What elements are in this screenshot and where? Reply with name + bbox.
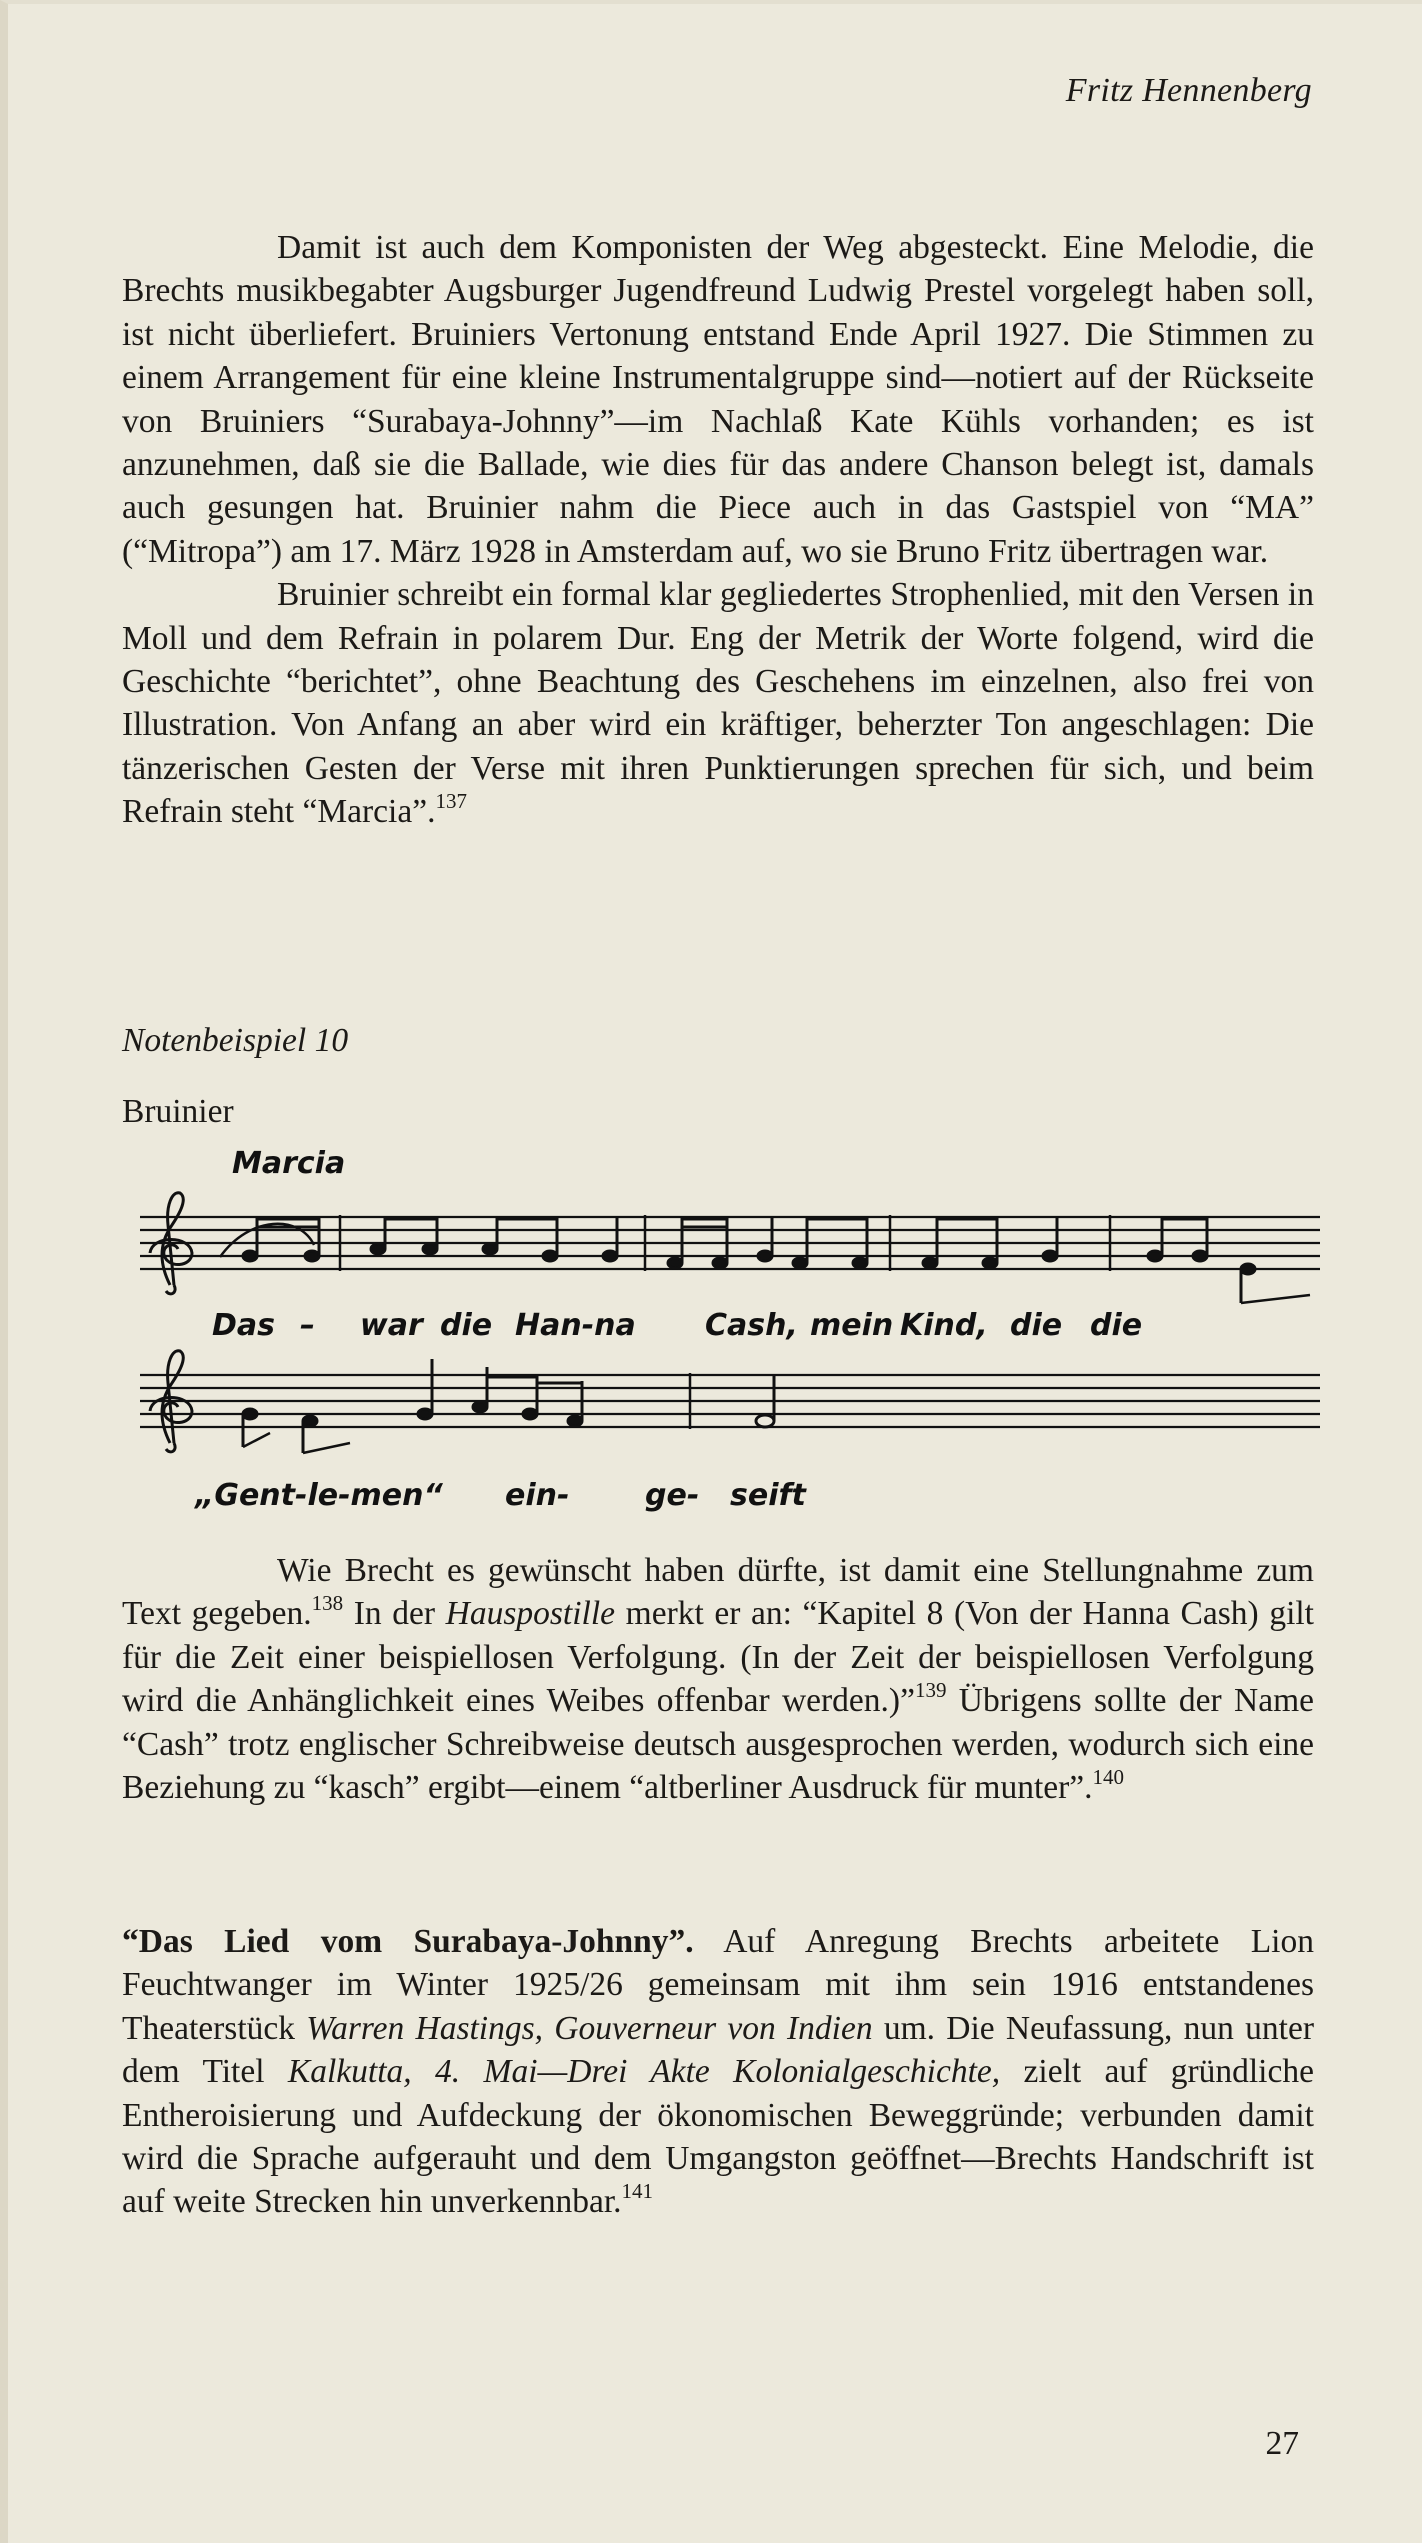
footnote-ref-140: 140 <box>1092 1765 1125 1790</box>
lyrics-line-1 <box>212 1308 1142 1343</box>
running-head: Fritz Hennenberg <box>1065 72 1312 109</box>
text-block-upper <box>122 226 1314 834</box>
lyric-syllable: die <box>1010 1308 1063 1343</box>
footnote-ref-138: 138 <box>311 1591 344 1616</box>
lyric-syllable: ge- <box>645 1478 700 1513</box>
paragraph-3-text: Übrigens sollte der Name “Cash” trotz englischer Schreibweise deutsch ausgesprochen werden, wodurch sich eine Beziehung zu “kasch” ergibt—einem “altberliner Ausdruck für munter”. <box>122 1682 1315 1807</box>
paragraph-4 <box>122 1920 1314 2224</box>
paragraph-2 <box>122 573 1314 833</box>
notes-staff-1 <box>220 1215 1310 1303</box>
paragraph-3-text: Wie Brecht es gewünscht haben dürfte, ist damit eine Stellungnahme zum Text gegeben. <box>122 1552 1314 1633</box>
lyric-syllable: ein- <box>505 1478 570 1513</box>
lyric-syllable: mein <box>810 1308 894 1343</box>
lyrics-line-2 <box>193 1478 808 1513</box>
lyric-syllable: Cash, <box>705 1308 798 1343</box>
music-example <box>100 1135 1330 1535</box>
footnote-ref-137: 137 <box>435 789 467 814</box>
book-title: Hauspostille <box>445 1595 616 1633</box>
section-heading: “Das Lied vom Surabaya-Johnny”. <box>122 1923 694 1960</box>
lyric-syllable: die <box>440 1308 493 1343</box>
lyric-syllable: war <box>360 1308 423 1343</box>
paragraph-3 <box>122 1549 1314 1809</box>
notes-staff-2 <box>243 1359 774 1453</box>
play-title: Warren Hastings, Gouverneur von Indien <box>306 2009 873 2047</box>
footnote-ref-139: 139 <box>914 1678 947 1703</box>
treble-clef-icon <box>150 1193 192 1294</box>
lyric-syllable: – <box>300 1308 315 1343</box>
lyric-syllable: die <box>1090 1308 1143 1343</box>
paragraph-1: Damit ist auch dem Komponisten der Weg abgesteckt. Eine Melodie, die Brechts musikbegabter Augsburger Jugendfreund Ludwig Prestel vorgelegt haben soll, ist nicht überliefert. Bruiniers Vertonung entstand Ende April 1927. Die Stimmen zu einem Arrangement für eine kleine Instrumentalgruppe sind—notiert auf der Rückseite von Bruiniers “Surabaya-Johnny”—im Nachlaß Kate Kühls vorhanden; es ist anzunehmen, daß sie die Ballade, wie dies für das andere Chanson belegt ist, damals auch gesungen hat. Bruinier nahm die Piece auch in das Gastspiel von “MA” (“Mitropa”) am 17. März 1928 in Amsterdam auf, wo sie Bruno Fritz übertragen war. <box>122 229 1314 570</box>
example-composer: Bruinier <box>122 1093 234 1130</box>
example-caption: Notenbeispiel 10 <box>122 1022 349 1059</box>
paragraph-4-text: zielt auf gründliche Entheroisierung und Aufdeckung der ökonomischen Beweggründe; verbunden damit wird die Sprache aufgerauht und dem Umgangston geöffnet—Brechts Handschrift ist auf weite Strecken hin unverkennbar. <box>122 2053 1314 2221</box>
paragraph-3-text: In der <box>343 1595 446 1633</box>
paragraph-4-text: um. Die Neufassung, nun unter dem Titel <box>122 2009 1314 2091</box>
paragraph-4-text: Auf Anregung Brechts arbeitete Lion Feuchtwanger im Winter 1925/26 gemeinsam mit ihm sein 1916 entstandenes Theaterstück <box>122 1923 1314 2047</box>
paragraph-3-text: merkt er an: “Kapitel 8 (Von der Hanna Cash) gilt für die Zeit einer beispiellosen Verfolgung. (In der Zeit der beispiellosen Verfolgung wird die Anhänglichkeit eines Weibes offenbar werden.)” <box>122 1595 1314 1720</box>
paragraph-2-text: Bruinier schreibt ein formal klar gegliedertes Strophenlied, mit den Versen in Moll und dem Refrain in polarem Dur. Eng der Metrik der Worte folgend, wird die Geschichte “berichtet”, ohne Beachtung des Geschehens im einzelnen, also frei von Illustration. Von Anfang an aber wird ein kräftiger, beherzter Ton angeschlagen: Die tänzerischen Gesten der Verse mit ihren Punktierungen sprechen für sich, und beim Refrain steht “Marcia”. <box>122 576 1314 831</box>
text-block-section <box>122 1920 1314 2224</box>
play-title: Kalkutta, 4. Mai—Drei Akte Kolonialgeschichte, <box>287 2053 1001 2091</box>
text-block-lower <box>122 1549 1314 1809</box>
lyric-syllable: „Gent-le-men“ <box>195 1478 443 1513</box>
tempo-marking: Marcia <box>232 1146 346 1181</box>
treble-clef-icon <box>150 1351 192 1452</box>
lyric-syllable: Das <box>212 1308 276 1343</box>
lyric-syllable: Kind, <box>900 1308 988 1343</box>
lyric-syllable: Han-na <box>515 1308 636 1343</box>
lyric-syllable: seift <box>730 1478 806 1513</box>
page-number: 27 <box>1265 2425 1299 2462</box>
footnote-ref-141: 141 <box>621 2179 654 2204</box>
